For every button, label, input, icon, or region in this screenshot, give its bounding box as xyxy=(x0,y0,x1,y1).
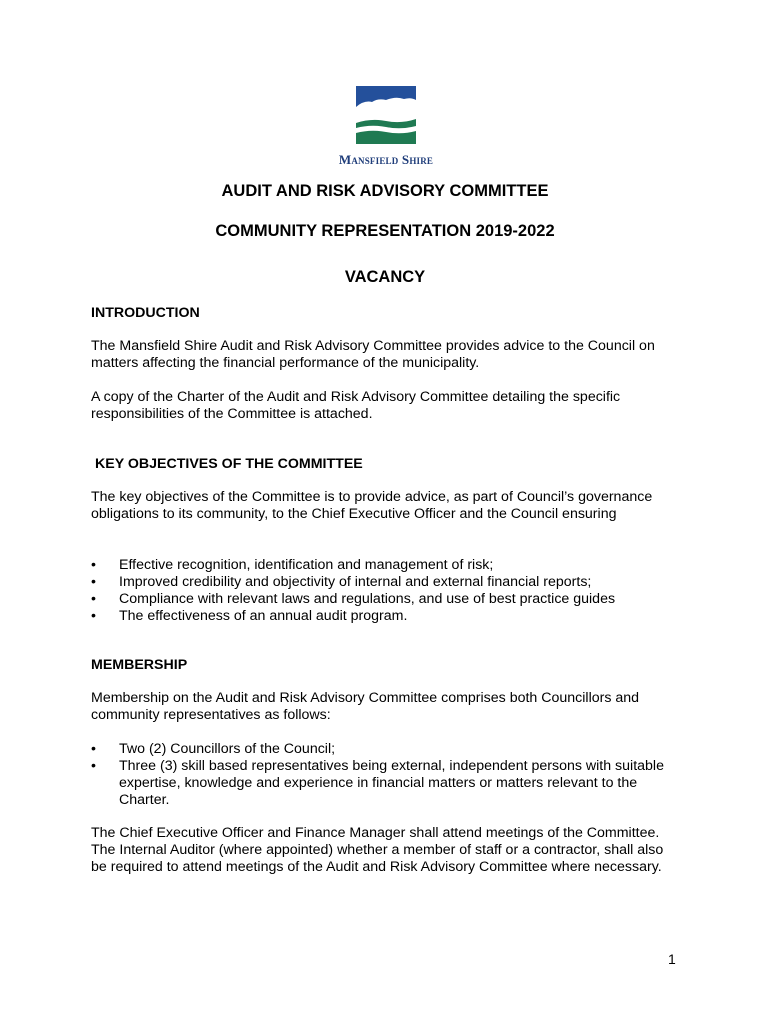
membership-heading: MEMBERSHIP xyxy=(91,657,188,673)
shire-emblem-icon xyxy=(356,86,416,144)
objectives-list xyxy=(91,557,691,625)
list-item: • Improved credibility and objectivity of internal and external financial reports; xyxy=(91,574,691,591)
list-item: • Effective recognition, identification and management of risk; xyxy=(91,557,691,574)
logo-text: Mansfield Shire xyxy=(338,152,434,167)
title-community-representation: COMMUNITY REPRESENTATION 2019-2022 xyxy=(215,222,555,240)
title-committee: AUDIT AND RISK ADVISORY COMMITTEE xyxy=(221,182,549,200)
objectives-intro: The key objectives of the Committee is to provide advice, as part of Council’s governance obligations to its community, to the Chief Executive Officer and the Council ensuring xyxy=(91,489,653,522)
membership-list xyxy=(91,741,671,809)
title-vacancy: VACANCY xyxy=(344,268,426,286)
list-item: • The effectiveness of an annual audit program. xyxy=(91,608,691,625)
introduction-heading: INTRODUCTION xyxy=(91,305,200,321)
list-item: • Two (2) Councillors of the Council; xyxy=(91,741,671,758)
membership-closing: The Chief Executive Officer and Finance Manager shall attend meetings of the Committee. The Internal Auditor (where appointed) whether a member of staff or a contractor, shall also be required to attend meetings of the Audit and Risk Advisory Committee where necessary. xyxy=(91,825,664,875)
list-item: • Compliance with relevant laws and regulations, and use of best practice guides xyxy=(91,591,691,608)
objectives-heading: KEY OBJECTIVES OF THE COMMITTEE xyxy=(95,456,363,472)
membership-intro: Membership on the Audit and Risk Advisory Committee comprises both Councillors and community representatives as follows: xyxy=(91,690,640,723)
mansfield-shire-logo xyxy=(330,86,442,168)
introduction-paragraph-2: A copy of the Charter of the Audit and Risk Advisory Committee detailing the specific responsibilities of the Committee is attached. xyxy=(91,389,621,422)
introduction-paragraph-1: The Mansfield Shire Audit and Risk Advisory Committee provides advice to the Council on matters affecting the financial performance of the municipality. xyxy=(91,338,655,371)
page-number: 1 xyxy=(668,951,676,967)
list-item: • Three (3) skill based representatives being external, independent persons with suitable expertise, knowledge and experience in financial matters or matters relevant to the Charter. xyxy=(91,758,671,809)
